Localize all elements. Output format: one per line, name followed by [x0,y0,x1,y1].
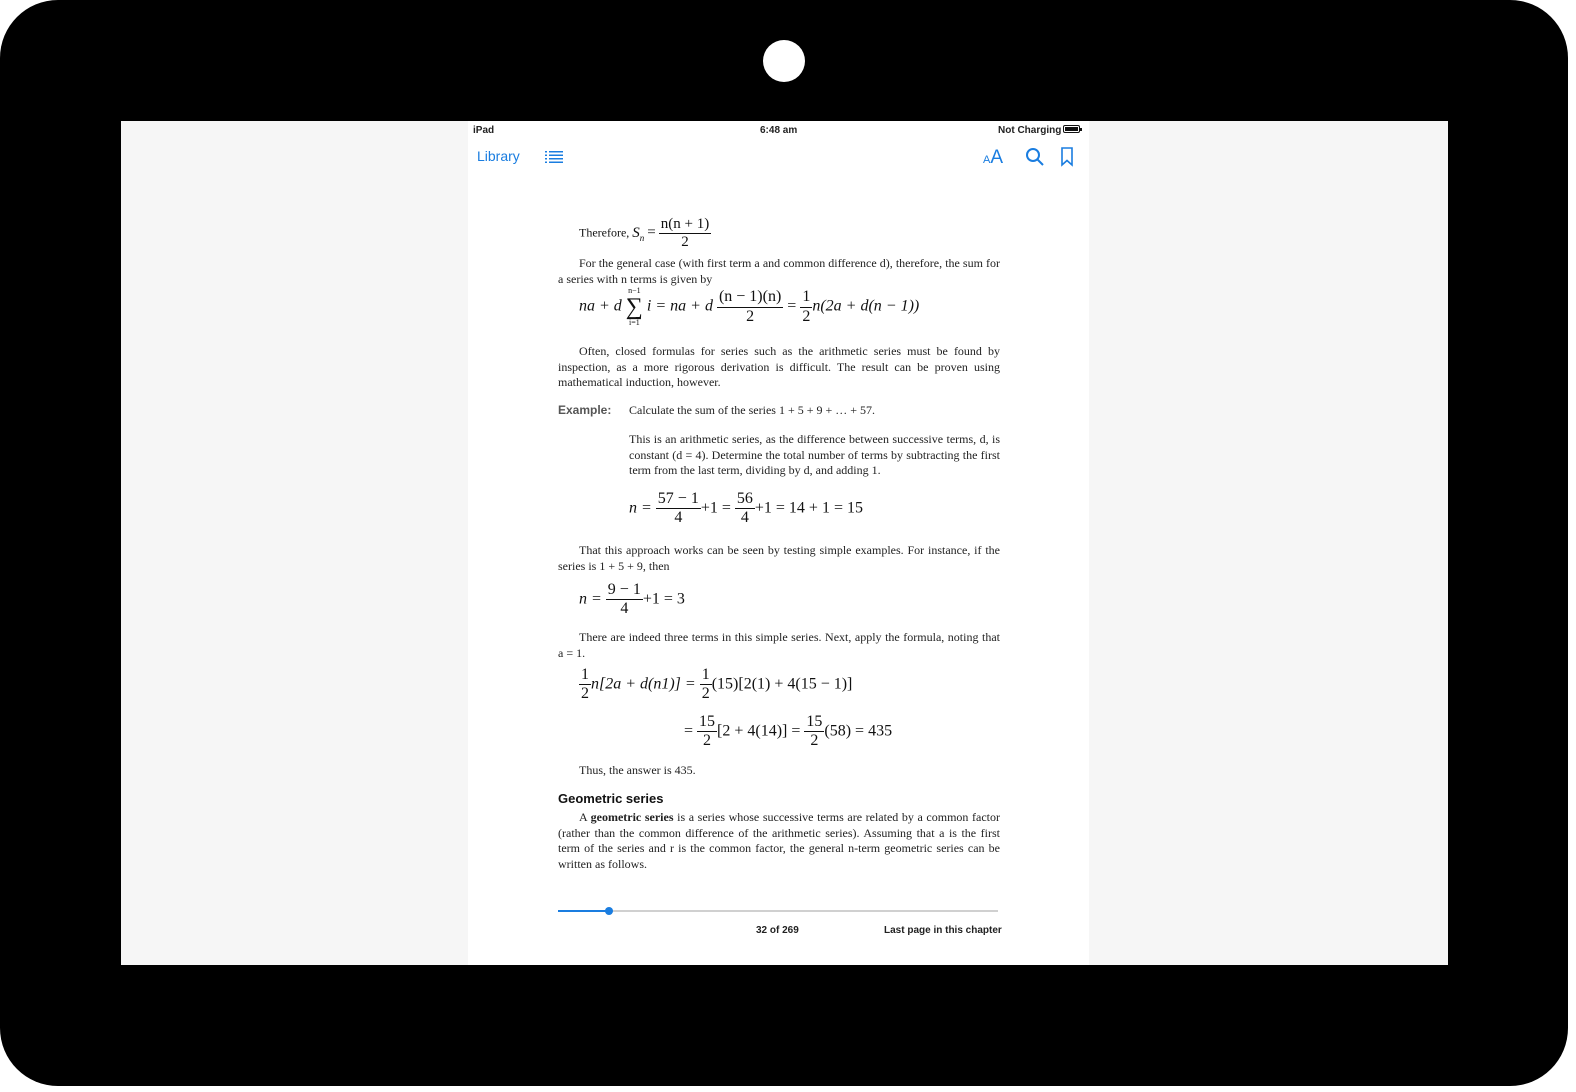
library-button[interactable]: Library [477,148,520,164]
paragraph-general: For the general case (with first term a and common difference d), therefore, the sum for a series with n terms is given by [558,256,1000,286]
paragraph-answer: Thus, the answer is 435. [579,763,696,777]
status-time: 6:48 am [760,125,798,136]
chapter-note: Last page in this chapter [884,925,1002,936]
font-size-button[interactable]: AA [983,147,1004,168]
ibooks-page [468,121,1089,965]
example-question: Calculate the sum of the series 1 + 5 + 9 + … + 57. [629,403,876,417]
equation-sum-line2: = $\frac{15}{2}$ [2 + 4(14)] = $\frac{15}{2}$ (58) = 435 [684,713,893,750]
battery-icon [1063,125,1080,133]
screen [121,121,1448,965]
scrubber-knob[interactable] [605,907,613,915]
example-label: Example: [558,403,612,417]
heading-geometric-series: Geometric series [558,791,664,806]
camera-icon [763,40,805,82]
page-indicator: 32 of 269 [756,925,799,936]
list-icon[interactable] [545,150,563,163]
search-icon[interactable] [1025,147,1045,167]
status-device: iPad [473,125,495,136]
paragraph-geometric: A geometric series is a series whose successive terms are related by a common factor (rather than the common difference of the arithmetic series). Assuming that a is the first term of the series and r is the common factor, the general n-term geometric series can be written as follows. [558,810,1000,871]
equation-sn: Therefore, $S_n$ = $\frac{n(n + 1)}{2}$ [579,216,710,251]
equation-sum-line1: $\frac{1}{2}$ n[2a + d(n1)] = $\frac{1}{2}$ (15)[2(1) + 4(15 − 1)] [581,666,853,703]
bookmark-icon[interactable] [1060,147,1074,167]
scrubber-progress [558,910,609,912]
paragraph-closed-formulas: Often, closed formulas for series such as the arithmetic series must be found by inspection, as a more rigorous derivation is difficult. The result can be proven using mathematical induction, however. [558,344,1000,389]
paragraph-three-terms: There are indeed three terms in this simple series. Next, apply the formula, noting that a = 1. [558,630,1000,660]
example-explanation: This is an arithmetic series, as the difference between successive terms, d, is constant (d = 4). Determine the total number of terms by subtracting the first term from the last term, dividing by d, and adding 1. [629,432,1000,477]
page-scrubber[interactable] [558,910,998,912]
equation-n: n = $\frac{57 - 1}{4}$ +1 = $\frac{56}{4}$ +1 = 14 + 1 = 15 [629,490,863,527]
status-charging: Not Charging [998,125,1062,136]
equation-general: na + d n−1 ∑ i=1 i = na + d $\frac{(n - 1)(n)}{2}$ = $\frac{1}{2}$ n(2a + d(n − 1)) [579,286,920,327]
equation-small: n = $\frac{9 - 1}{4}$ +1 = 3 [579,581,685,618]
paragraph-approach: That this approach works can be seen by testing simple examples. For instance, if the series is 1 + 5 + 9, then [558,543,1000,573]
